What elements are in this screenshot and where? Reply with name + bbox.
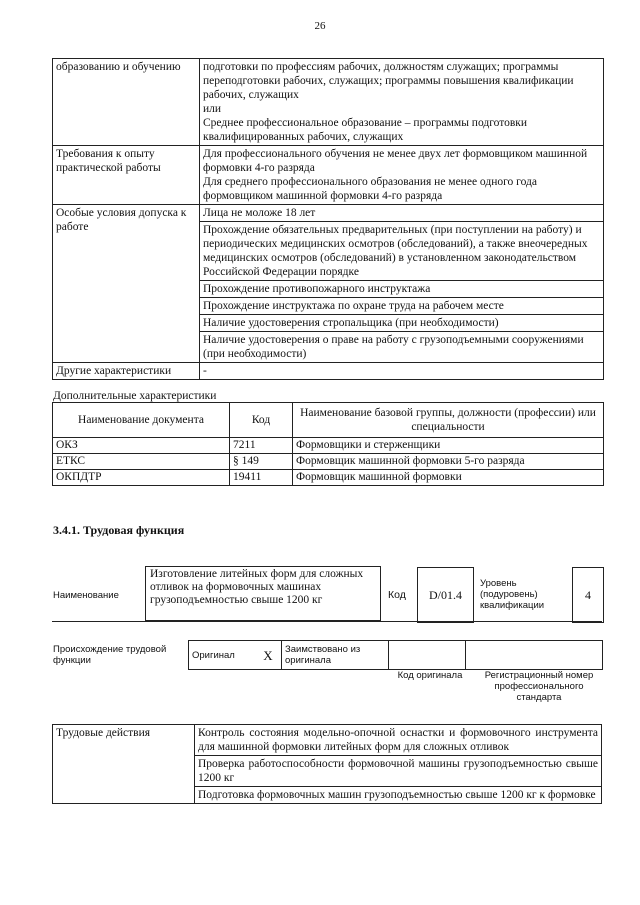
- table-row: [53, 59, 604, 146]
- document-code: § 149: [230, 454, 293, 470]
- action-item: Проверка работоспособности формовочной машины грузоподъемностью свыше 1200 кг: [195, 756, 602, 787]
- origin-mark: X: [255, 641, 282, 670]
- code-label: Код: [388, 589, 406, 601]
- row-label: Трудовые действия: [53, 725, 195, 804]
- row-label: Другие характеристики: [53, 363, 200, 380]
- experience-cell: [200, 146, 604, 205]
- origin-original: Оригинал: [189, 641, 256, 670]
- document-code: 19411: [230, 470, 293, 486]
- table-row: [53, 146, 604, 205]
- origin-code-caption: Код оригинала: [397, 670, 463, 681]
- document-name: ОКЗ: [53, 438, 230, 454]
- origin-table: [188, 640, 603, 670]
- additional-title: Дополнительные характеристики: [53, 390, 217, 402]
- group-name: Формовщики и стерженщики: [293, 438, 604, 454]
- table-row: [53, 205, 604, 222]
- row-label: Особые условия допуска к работе: [53, 205, 200, 363]
- column-header: Код: [230, 403, 293, 438]
- origin-label: Происхождение трудовой функции: [53, 644, 167, 666]
- table-row: [53, 363, 604, 380]
- education-cell: [200, 59, 604, 146]
- page-number: 26: [314, 20, 326, 32]
- action-item: Контроль состояния модельно-опочной оснастки и формовочного инструмента для машинной формовки литейных форм для сложных отливок: [195, 725, 602, 756]
- column-header: Наименование документа: [53, 403, 230, 438]
- experience-line: Для среднего профессионального образования не менее одного года формовщиком машинной формовки 4-го разряда: [203, 176, 537, 202]
- education-line: или: [203, 103, 222, 115]
- row-label: образованию и обучению: [53, 59, 200, 146]
- column-header: Наименование базовой группы, должности (профессии) или специальности: [293, 403, 604, 438]
- origin-borrowed: Заимствовано из оригинала: [282, 641, 389, 670]
- requirements-table: [52, 58, 604, 380]
- document-code: 7211: [230, 438, 293, 454]
- group-name: Формовщик машинной формовки 5-го разряда: [293, 454, 604, 470]
- table-row: [53, 438, 604, 454]
- level-label: Уровень (подуровень) квалификации: [480, 578, 545, 611]
- additional-table: [52, 402, 604, 486]
- level-value: 4: [585, 587, 591, 602]
- document-name: ЕТКС: [53, 454, 230, 470]
- condition-item: Лица не моложе 18 лет: [200, 205, 604, 222]
- table-row: [53, 454, 604, 470]
- condition-item: Прохождение инструктажа по охране труда на рабочем месте: [200, 298, 604, 315]
- origin-code-cell: [389, 641, 466, 670]
- condition-item: Наличие удостоверения стропальщика (при необходимости): [200, 315, 604, 332]
- group-name: Формовщик машинной формовки: [293, 470, 604, 486]
- condition-item: Наличие удостоверения о праве на работу с грузоподъемными сооружениями (при необходимости): [200, 332, 604, 363]
- divider: [52, 621, 602, 622]
- origin-reg-cell: [466, 641, 603, 670]
- function-code-box: [417, 567, 474, 623]
- other-value: -: [200, 363, 604, 380]
- education-line: подготовки по профессиям рабочих, должностям служащих; программы переподготовки рабочих, служащих; программы повышения квалификации рабочих, служащих: [203, 61, 574, 101]
- condition-item: Прохождение обязательных предварительных (при поступлении на работу) и периодических медицинских осмотров (обследований), а также внеочередных медицинских осмотров (обследований) в установленном законодательством Российской Федерации порядке: [200, 222, 604, 281]
- function-code: D/01.4: [429, 587, 462, 602]
- actions-table: [52, 724, 602, 804]
- table-header-row: [53, 403, 604, 438]
- table-row: [53, 470, 604, 486]
- education-line: Среднее профессиональное образование – программы подготовки квалифицированных рабочих, служащих: [203, 117, 528, 143]
- experience-line: Для профессионального обучения не менее двух лет формовщиком машинной формовки 4-го разряда: [203, 148, 588, 174]
- function-name-box: Изготовление литейных форм для сложных отливок на формовочных машинах грузоподъемностью свыше 1200 кг: [145, 566, 381, 621]
- level-box: [572, 567, 604, 623]
- origin-reg-caption: Регистрационный номер профессионального стандарта: [484, 670, 594, 703]
- table-row: [53, 725, 602, 756]
- name-label: Наименование: [53, 590, 119, 601]
- action-item: Подготовка формовочных машин грузоподъемностью свыше 1200 кг к формовке: [195, 787, 602, 804]
- condition-item: Прохождение противопожарного инструктажа: [200, 281, 604, 298]
- section-heading: 3.4.1. Трудовая функция: [53, 523, 185, 537]
- table-row: [189, 641, 603, 670]
- document-name: ОКПДТР: [53, 470, 230, 486]
- row-label: Требования к опыту практической работы: [53, 146, 200, 205]
